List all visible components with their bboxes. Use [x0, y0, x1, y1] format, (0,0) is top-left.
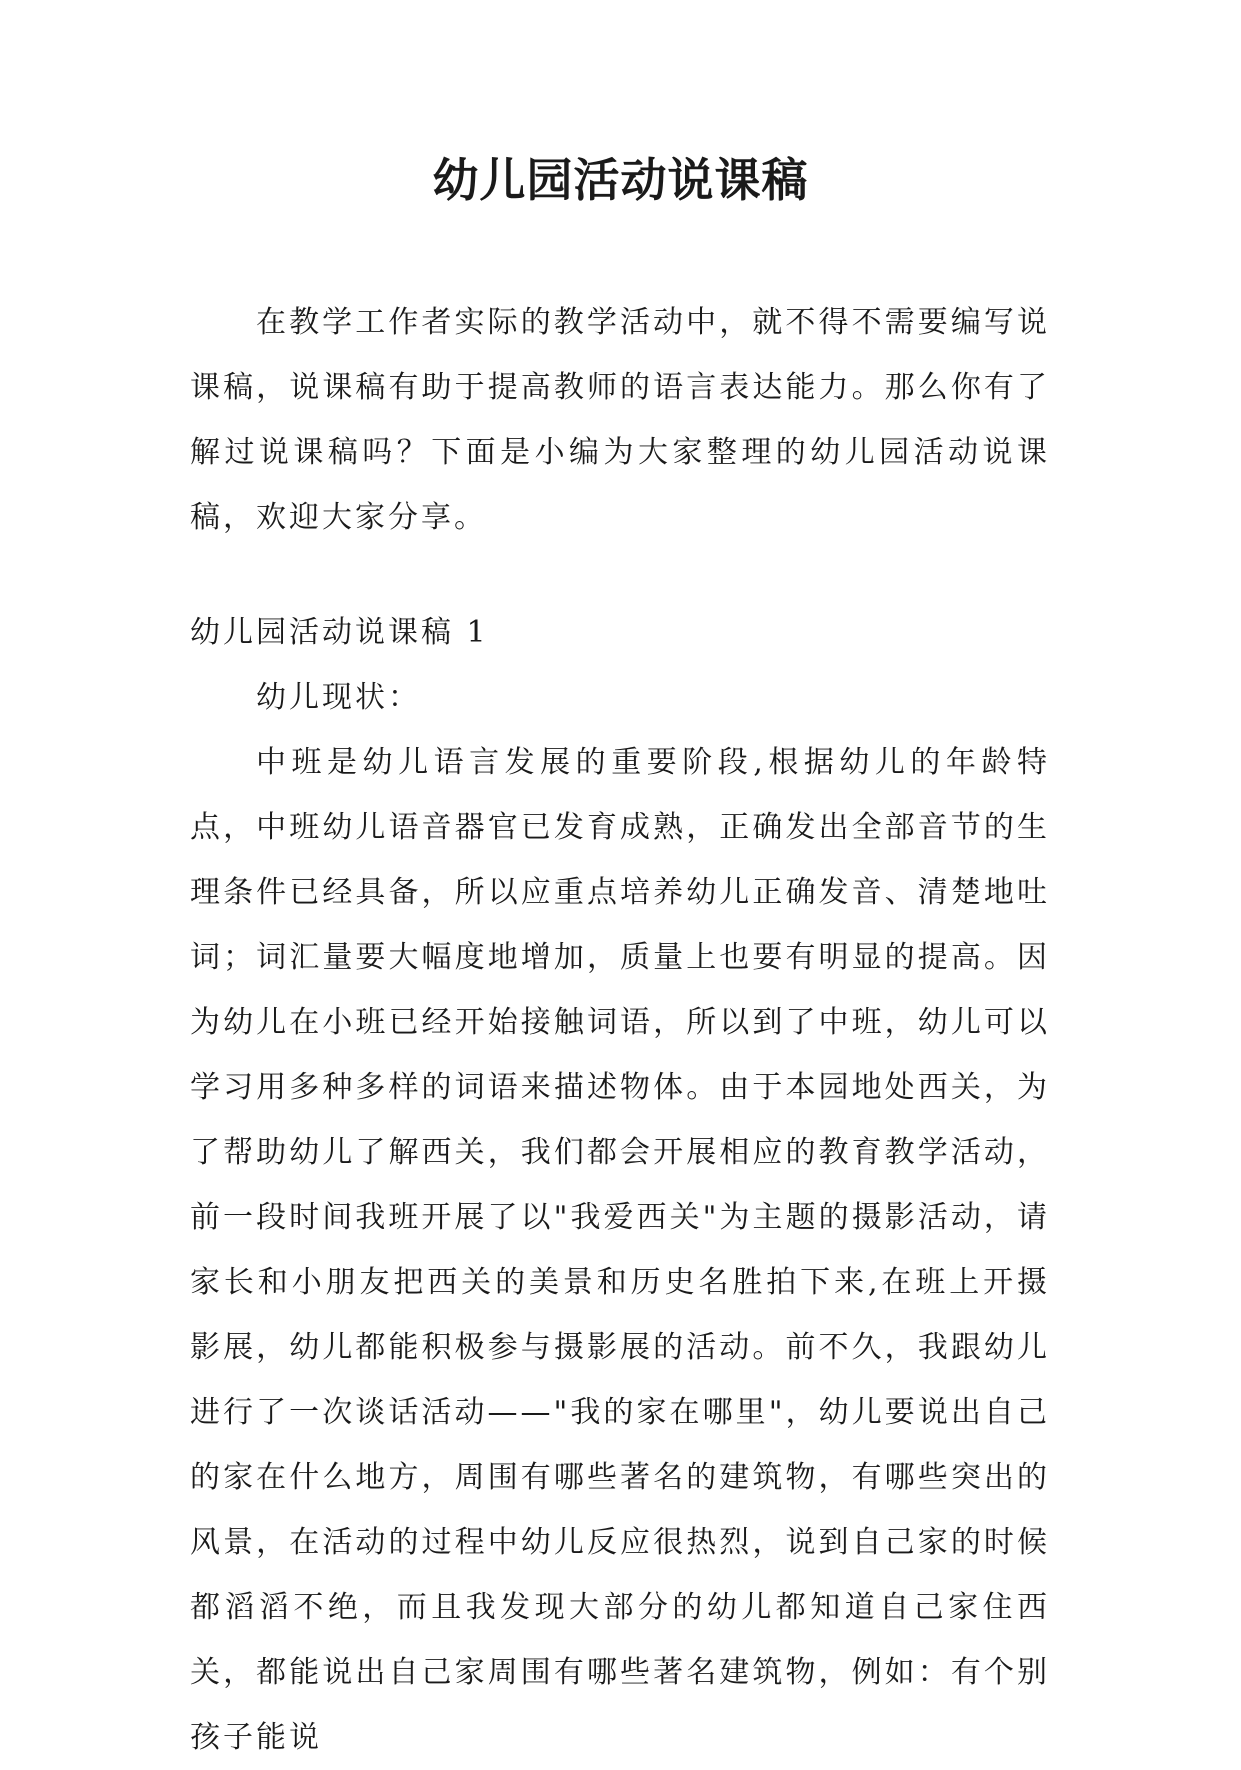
intro-paragraph: 在教学工作者实际的教学活动中，就不得不需要编写说课稿，说课稿有助于提高教师的语言表达能力。那么你有了解过说课稿吗？下面是小编为大家整理的幼儿园活动说课稿，欢迎大家分享。: [190, 305, 1050, 535]
section-heading: 幼儿园活动说课稿 1: [190, 615, 489, 650]
document-title: 幼儿园活动说课稿: [432, 153, 809, 207]
section-subheading: 幼儿现状：: [256, 680, 421, 715]
document-body: [190, 290, 1050, 1770]
section-body-paragraph: 中班是幼儿语言发展的重要阶段,根据幼儿的年龄特点，中班幼儿语音器官已发育成熟，正确发出全部音节的生理条件已经具备，所以应重点培养幼儿正确发音、清楚地吐词；词汇量要大幅度地增加，质量上也要有明显的提高。因为幼儿在小班已经开始接触词语，所以到了中班，幼儿可以学习用多种多样的词语来描述物体。由于本园地处西关，为了帮助幼儿了解西关，我们都会开展相应的教育教学活动，前一段时间我班开展了以"我爱西关"为主题的摄影活动，请家长和小朋友把西关的美景和历史名胜拍下来,在班上开摄影展，幼儿都能积极参与摄影展的活动。前不久，我跟幼儿进行了一次谈话活动——"我的家在哪里"，幼儿要说出自己的家在什么地方，周围有哪些著名的建筑物，有哪些突出的风景，在活动的过程中幼儿反应很热烈，说到自己家的时候都滔滔不绝，而且我发现大部分的幼儿都知道自己家住西关，都能说出自己家周围有哪些著名建筑物，例如：有个别孩子能说: [190, 745, 1050, 1755]
